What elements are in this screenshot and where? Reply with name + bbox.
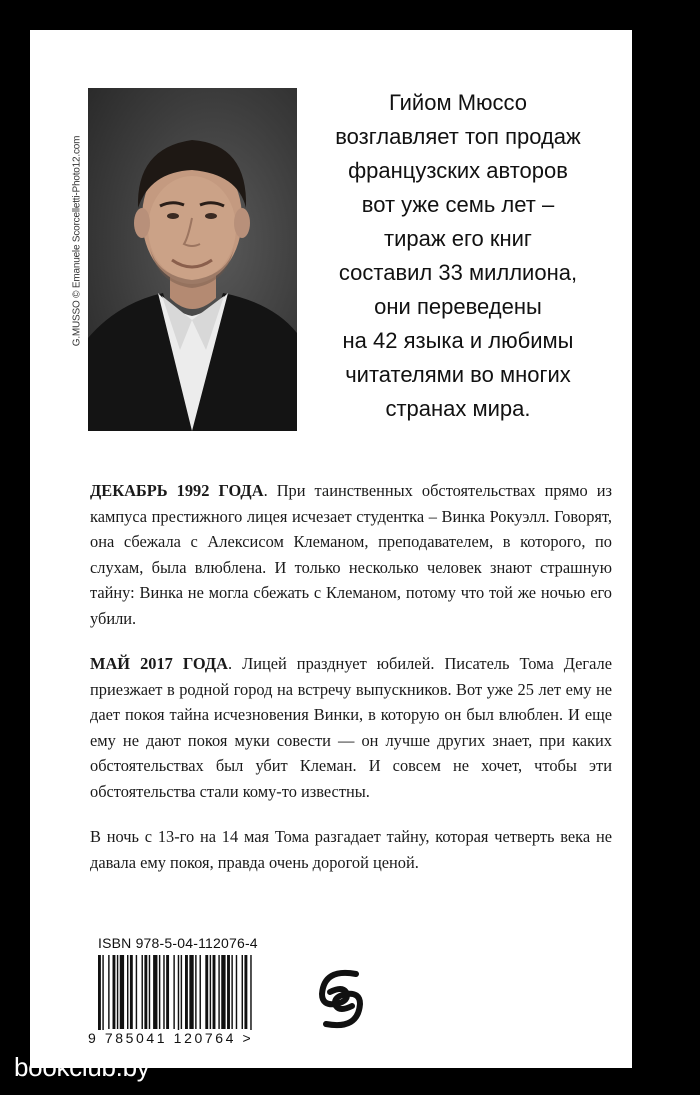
- paragraph-text: В ночь с 13-го на 14 мая Тома разгадает тайну, которая четверть века не давала ему покоя, правда очень дорогой ценой.: [90, 827, 612, 872]
- barcode-digits: 9 785041 120764 >: [88, 1030, 254, 1046]
- publisher-logo-icon: [316, 964, 366, 1034]
- bio-line: тираж его книг: [384, 226, 532, 251]
- paragraph-text: . Лицей празднует юбилей. Писатель Тома Дегале приезжает в родной город на встречу выпускников. Вот уже 25 лет ему не дает покоя тайна исчезновения Винки, в которую он был влюблен. И еще ему не дают покоя муки совести — он лучше других знает, при каких обстоятельствах был убит Клеман. И совсем не хочет, чтобы эти обстоятельства стали кому-то известны.: [90, 654, 612, 801]
- bio-line: французских авторов: [348, 158, 568, 183]
- author-photo: [88, 88, 297, 431]
- bio-line: возглавляет топ продаж: [335, 124, 581, 149]
- blurb-paragraph: [90, 651, 612, 804]
- bio-line: составил 33 миллиона,: [338, 260, 578, 285]
- bio-line: вот уже семь лет –: [361, 192, 555, 217]
- bio-line: странах мира.: [385, 396, 531, 421]
- book-blurb: [90, 478, 612, 895]
- photo-credit: [70, 116, 84, 366]
- watermark: bookclub.by: [14, 1052, 150, 1082]
- bio-line: Гийом Мюссо: [388, 90, 528, 115]
- isbn-label: ISBN 978-5-04-112076-4: [98, 935, 258, 951]
- book-back-cover: [30, 30, 632, 1068]
- blurb-paragraph: [90, 478, 612, 631]
- blurb-paragraph: [90, 824, 612, 875]
- paragraph-lead: МАЙ 2017 ГОДА: [90, 654, 228, 673]
- bio-line: читателями во многих: [345, 362, 571, 387]
- photo-credit-text: G.MUSSO © Emanuele Scorcelletti-Photo12.com: [71, 135, 83, 347]
- bio-line: они переведены: [374, 294, 542, 319]
- bio-line: на 42 языка и любимы: [342, 328, 574, 353]
- paragraph-lead: ДЕКАБРЬ 1992 ГОДА: [90, 481, 264, 500]
- paragraph-text: . При таинственных обстоятельствах прямо из кампуса престижного лицея исчезает студентка – Винка Рокуэлл. Говорят, она сбежала с Алексисом Клеманом, преподавателем, в которого, по слухам, была влюблена. И только несколько человек знают страшную тайну: Винка не могла сбежать с Клеманом, потому что той же ночью его убили.: [90, 481, 612, 628]
- author-bio: [308, 86, 608, 426]
